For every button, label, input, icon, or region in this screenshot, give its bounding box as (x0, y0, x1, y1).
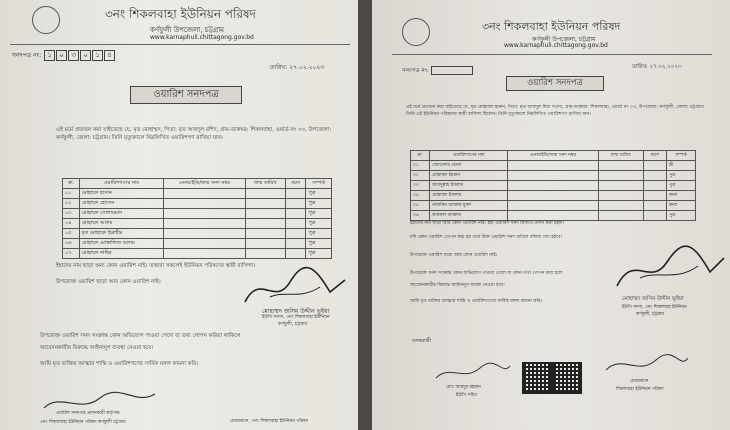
serial-label: সনদপত্র নং: (402, 68, 429, 74)
cell-age (643, 211, 666, 221)
cell-dob (245, 249, 285, 259)
note-4: আবেদনকারীর বিরুদ্ধে আইনানুগ ব্যবস্থা নেওয়া হবে। (410, 283, 505, 288)
table-header: সম্পর্ক (666, 151, 695, 161)
qr-code-icon (522, 362, 552, 394)
table-row (63, 199, 332, 209)
note-3: আবেদনকারীর বিরুদ্ধে আইনানুগ ব্যবস্থা নেওয়া হবে। (40, 345, 154, 351)
cell-name: মোহাম্মদ সোলায়মান (79, 209, 164, 219)
cell-age (643, 171, 666, 181)
table-header: ওয়ারিশগণের নাম (79, 179, 164, 189)
cell-name: মোহাম্মদ ইসলাম (430, 191, 508, 201)
table-row (411, 161, 696, 171)
signatory-name: মোহাম্মদ জসিম উদ্দীন ভূইয়া (262, 308, 330, 315)
table-header: এনআইডি/জন্ম সনদ নম্বর (164, 179, 246, 189)
cell-dob (245, 219, 285, 229)
cell-age (643, 181, 666, 191)
note-2: উপরোক্ত ওয়ারিশ ছাড়া আর কোন ওয়ারিশ নাই। (410, 253, 498, 258)
intro-paragraph: এই মর্মে প্রত্যয়ন করা যাইতেছে যে, মৃত মোহাম্মদ হারুন, পিতা: মৃত আবদুল মিয়া সওদা, গ্রাম-ডাকঘর: শিকলবাহা, ওয়ার্ড নং ০৩, উপজেলা: কর্ণফুলী, জেলা: চট্টগ্রাম। তিনি এই ইউনিয়ন পরিষদের স্থায়ী বাসিন্দা ছিলেন। তিনি মৃত্যুকালে নিম্নলিখিত ওয়ারিশগণ রাখিয়া যান। (406, 105, 705, 117)
signature-icon (240, 262, 350, 312)
heirs-table (410, 150, 696, 221)
note-1: উপরোক্ত ওয়ারিশ ছাড়া আর কোন ওয়ারিশ নাই। (56, 279, 161, 285)
signatory-name: মোহাম্মদ জসিম উদ্দীন ভূইয়া (622, 296, 684, 302)
cell-nid (164, 229, 246, 239)
table-header: এনআইডি/জন্ম সনদ নম্বর (508, 151, 598, 161)
bottom-left-title: ইউপি সচিব (456, 393, 477, 398)
serial-row (402, 66, 473, 76)
serial-digit: ৪ (104, 50, 115, 61)
cell-name: কামরুল আক্তার (430, 211, 508, 221)
cell-dob (598, 191, 643, 201)
cell-dob (598, 181, 643, 191)
cell-serial: ০৫ (411, 201, 430, 211)
cell-name: জোবেদার বেগম (430, 161, 508, 171)
cell-name: নাজমিন আক্তার মুক্তা (430, 201, 508, 211)
cell-dob (245, 189, 285, 199)
table-header: ক্র: (411, 151, 430, 161)
document-title: ওয়ারিশ সনদপত্র (506, 76, 604, 91)
table-row (63, 219, 332, 229)
cell-relation: পুত্র (306, 219, 332, 229)
cell-serial: ০৪ (63, 219, 80, 229)
cell-dob (598, 161, 643, 171)
cell-nid (508, 201, 598, 211)
bottom-left-caption: ওয়ারিশ সনদপত্র প্রদানকারী কর্তৃপক্ষ (56, 411, 120, 416)
cell-relation: পুত্র (306, 189, 332, 199)
serial-digit: ১ (44, 50, 55, 61)
table-header: সম্পর্ক (306, 179, 332, 189)
table-row (63, 239, 332, 249)
cell-serial: ০২ (63, 199, 80, 209)
table-row (63, 189, 332, 199)
signature-icon (612, 238, 728, 294)
document-title: ওয়ারিশ সনদপত্র (130, 86, 242, 104)
cell-serial: ০৭ (63, 249, 80, 259)
cell-relation: স্ত্রী (666, 161, 695, 171)
govt-seal-icon (32, 6, 60, 34)
cell-name: মোহাম্মদ হাসান (79, 189, 164, 199)
table-row (411, 171, 696, 181)
website: www.karnaphuli.chittagong.gov.bd (150, 34, 254, 41)
cell-age (643, 201, 666, 211)
cell-nid (508, 191, 598, 201)
table-row (411, 191, 696, 201)
table-header: ক্র: (63, 179, 80, 189)
signatory-title-2: কর্ণফুলী, চট্টগ্রাম (636, 312, 664, 317)
cell-nid (164, 239, 246, 249)
cell-relation: কন্যা (666, 191, 695, 201)
heirs-table (62, 178, 332, 259)
signatory-title-2: কর্ণফুলী, চট্টগ্রাম (278, 322, 308, 327)
serial-digit: ৩ (68, 50, 79, 61)
cell-serial: ০৬ (411, 211, 430, 221)
bottom-left-name: মোঃ আবদুর রহমান (446, 385, 481, 390)
cell-dob (598, 171, 643, 181)
cell-relation: পুত্র (306, 199, 332, 209)
table-header: ওয়ারিশগণের নাম (430, 151, 508, 161)
serial-digit: ০ (56, 50, 67, 61)
issue-date: তারিখ: ২৭.০২.২০২৩ (270, 64, 325, 71)
website: www.karnaphuli.chittagong.gov.bd (504, 42, 608, 49)
cell-nid (508, 211, 598, 221)
cell-name: আবদুল্লাহ ইসলাম (430, 181, 508, 191)
note-1: যদি কোন ওয়ারিশ গোপন করা হয় তবে উক্ত ওয়ারিশ সনদ বাতিল বলিয়া গণ্য হইবে। (410, 235, 563, 240)
cell-dob (245, 229, 285, 239)
bottom-right-title: শিকলবাহা ইউনিয়ন পরিষদ (616, 387, 664, 392)
intro-paragraph: এই মর্মে প্রত্যয়ন করা যাইতেছে যে, মৃত মোহাম্মদ, পিতা: মৃত আবদুল রশিদ, গ্রাম-ডাকঘর: শিকলবাহা, ওয়ার্ড নং ০৩, উপজেলা: কর্ণফুলী, জেলা: চট্টগ্রাম। তিনি মৃত্যুকালে নিম্নলিখিত ওয়ারিশগণ রাখিয়া যান। (56, 127, 332, 141)
cell-dob (245, 239, 285, 249)
cell-relation: পুত্র (306, 229, 332, 239)
table-header: জন্ম তারিখ (598, 151, 643, 161)
note-4: আমি মৃত ব্যক্তির আত্মার শান্তি ও ওয়ারিশগণের সার্বিক মঙ্গল কামনা করি। (40, 361, 199, 367)
table-row (411, 181, 696, 191)
bottom-left-caption-2: ৩নং শিকলবাহা ইউনিয়ন পরিষদ কর্ণফুলী চট্টগ্রাম (40, 420, 126, 425)
cell-serial: ০৩ (411, 181, 430, 191)
signatory-title-1: ইউপি সদস্য, ৩নং শিকলবাহা ইউনিয়ন (262, 315, 330, 320)
cell-serial: ০১ (411, 161, 430, 171)
cell-relation: পুত্র (666, 211, 695, 221)
after-table-text: ইহাদের নাম ছাড়া অন্য কোন ওয়ারিশ নাই। তাহারা সকলেই ইউনিয়ন পরিষদের স্থায়ী বাসিন্দা। (56, 263, 256, 269)
serial-digit: ০ (80, 50, 91, 61)
table-header-row (411, 151, 696, 161)
union-name: ৩নং শিকলবাহা ইউনিয়ন পরিষদ (482, 20, 621, 33)
note-5: আমি মৃত ব্যক্তির আত্মার শান্তি ও ওয়ারিশগণের সার্বিক মঙ্গল কামনা করি। (410, 299, 543, 304)
cell-age (285, 199, 305, 209)
cell-name: মোহাম্মদ নাছির (79, 249, 164, 259)
cell-relation: পুত্র (306, 209, 332, 219)
header-divider (392, 54, 712, 55)
table-header: জন্ম তারিখ (245, 179, 285, 189)
cell-nid (508, 181, 598, 191)
cell-age (285, 219, 305, 229)
table-row (411, 201, 696, 211)
bottom-signature-icon (432, 360, 512, 384)
cell-age (285, 229, 305, 239)
cell-name: মোহাম্মদ হোসেন (79, 199, 164, 209)
union-name: ৩নং শিকলবাহা ইউনিয়ন পরিষদ (105, 7, 256, 21)
after-table-text: ইহাদের নাম ছাড়া আর কোন ওয়ারিশ নাই। ইহা ওয়ারিশ সনদ হিসাবে প্রদান করা হইল। (410, 221, 565, 226)
bottom-right-caption: চেয়ারম্যান, ৩নং শিকলবাহা ইউনিয়ন পরিষদ (230, 419, 308, 424)
cell-age (285, 249, 305, 259)
cell-serial: ০৫ (63, 229, 80, 239)
upazila-line: কর্ণফুলী উপজেলা, চট্টগ্রাম (532, 36, 596, 43)
note-3: উপরোক্ত সনদ সংক্রান্ত কোন অভিযোগ পাওয়া গেলে বা কোন তথ্য গোপন করা হলে (410, 271, 563, 276)
cell-serial: ০১ (63, 189, 80, 199)
signatory-title-1: ইউপি সদস্য, ৩নং শিকলবাহা ইউনিয়ন (622, 305, 687, 310)
serial-label: সনদপত্র নং: (12, 52, 42, 59)
cell-relation: পুত্র (306, 249, 332, 259)
cell-nid (164, 219, 246, 229)
photo-gap (358, 0, 372, 430)
bottom-right-name: চেয়ারম্যান (630, 379, 649, 384)
cell-nid (164, 209, 246, 219)
table-row (63, 249, 332, 259)
serial-digit: ১ (92, 50, 103, 61)
header-divider (10, 44, 350, 45)
cell-relation: পুত্র (666, 181, 695, 191)
table-row (63, 209, 332, 219)
cell-relation: পুত্র (666, 171, 695, 181)
cell-serial: ০৬ (63, 239, 80, 249)
cell-relation: পুত্র (306, 239, 332, 249)
right-document (372, 0, 730, 430)
cell-age (285, 189, 305, 199)
cell-name: মোহাম্মদ ইমরান (430, 171, 508, 181)
govt-seal-icon (402, 18, 430, 46)
cell-age (285, 209, 305, 219)
cell-relation: কন্যা (666, 201, 695, 211)
upazila-line: কর্ণফুলী উপজেলা, চট্টগ্রাম (150, 26, 225, 34)
cell-dob (245, 199, 285, 209)
cell-nid (508, 171, 598, 181)
cell-age (643, 161, 666, 171)
cell-nid (164, 249, 246, 259)
cell-name: মৃত মোহাম্মদ ইব্রাহীম (79, 229, 164, 239)
table-header: বয়স (643, 151, 666, 161)
cell-dob (598, 211, 643, 221)
cell-age (643, 191, 666, 201)
table-header: বয়স (285, 179, 305, 189)
cell-nid (164, 189, 246, 199)
cell-serial: ০২ (411, 171, 430, 181)
cell-dob (598, 201, 643, 211)
cell-nid (508, 161, 598, 171)
cell-nid (164, 199, 246, 209)
applicant-label: তদন্তকারী (412, 338, 431, 344)
qr-code-icon (552, 362, 582, 394)
note-2: উপরোক্ত ওয়ারিশ সনদ সংক্রান্ত কোন অভিযোগ পাওয়া গেলে বা তথ্য গোপন করিয়া থাকিলে (40, 333, 241, 339)
cell-serial: ০৪ (411, 191, 430, 201)
cell-serial: ০৩ (63, 209, 80, 219)
bottom-right-signature-icon (602, 350, 692, 380)
cell-name: মোহাম্মদ মোস্তাফিজ আলম (79, 239, 164, 249)
table-header-row (63, 179, 332, 189)
cell-age (285, 239, 305, 249)
issue-date: তারিখ: ২৭.০২.২০২৩ (632, 64, 682, 70)
table-row (411, 211, 696, 221)
table-row (63, 229, 332, 239)
left-document (0, 0, 358, 430)
cell-name: মোহাম্মদ আলম (79, 219, 164, 229)
cell-dob (245, 209, 285, 219)
serial-field (431, 66, 473, 75)
serial-row (12, 50, 115, 61)
